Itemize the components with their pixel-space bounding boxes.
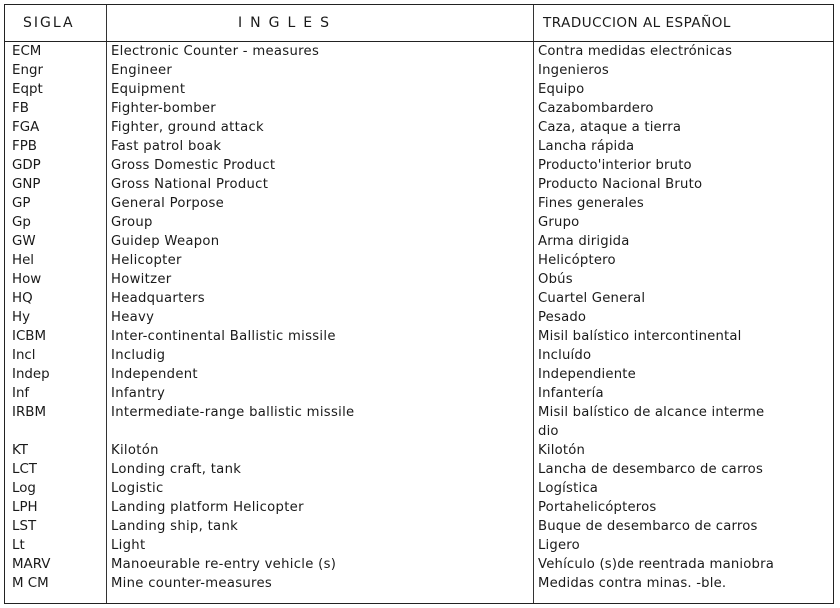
table-row [5, 232, 833, 251]
table-row [5, 498, 833, 517]
cell-ingles: Engineer [111, 63, 173, 78]
table-row [5, 384, 833, 403]
cell-espanol: Buque de desembarco de carros [538, 519, 758, 534]
cell-ingles: Londing craft, tank [111, 462, 242, 477]
table-row [5, 270, 833, 289]
cell-sigla: GNP [12, 177, 41, 192]
cell-espanol: Ingenieros [538, 63, 609, 78]
cell-espanol: Obús [538, 272, 573, 287]
cell-espanol: Logística [538, 481, 599, 496]
cell-sigla: FGA [12, 120, 40, 135]
table-row [5, 213, 833, 232]
cell-ingles: Howitzer [111, 272, 172, 287]
cell-sigla: Hy [12, 310, 30, 325]
cell-espanol: Helicóptero [538, 253, 616, 268]
glossary-table [4, 4, 834, 604]
cell-espanol: Pesado [538, 310, 587, 325]
cell-ingles: Kilotón [111, 443, 159, 458]
table-row [5, 365, 833, 384]
cell-ingles: Includig [111, 348, 166, 363]
cell-espanol: Misil balístico intercontinental [538, 329, 742, 344]
cell-sigla: GW [12, 234, 36, 249]
cell-espanol: Portahelicópteros [538, 500, 657, 515]
cell-espanol: Producto'interior bruto [538, 158, 692, 173]
cell-espanol: Lancha rápida [538, 139, 635, 154]
cell-sigla: Indep [12, 367, 50, 382]
table-row [5, 42, 833, 61]
cell-ingles: Fighter-bomber [111, 101, 217, 116]
table-row [5, 308, 833, 327]
cell-sigla: Lt [12, 538, 25, 553]
table-row [5, 327, 833, 346]
cell-espanol: Lancha de desembarco de carros [538, 462, 764, 477]
cell-sigla: Eqpt [12, 82, 43, 97]
cell-espanol: Equipo [538, 82, 585, 97]
cell-espanol: Arma dirigida [538, 234, 630, 249]
table-row [5, 61, 833, 80]
cell-ingles: Landing ship, tank [111, 519, 239, 534]
cell-ingles: Manoeurable re-entry vehicle (s) [111, 557, 337, 572]
cell-espanol: Medidas contra minas. -ble. [538, 576, 727, 591]
cell-espanol: Misil balístico de alcance interme [538, 405, 765, 420]
table-row [5, 175, 833, 194]
table-row [5, 517, 833, 536]
table-row [5, 156, 833, 175]
cell-sigla: LST [12, 519, 37, 534]
table-row [5, 194, 833, 213]
cell-ingles: Group [111, 215, 153, 230]
cell-sigla: Log [12, 481, 36, 496]
cell-ingles: Gross Domestic Product [111, 158, 276, 173]
cell-sigla: GP [12, 196, 31, 211]
table-row [5, 137, 833, 156]
cell-sigla: HQ [12, 291, 33, 306]
cell-sigla: FPB [12, 139, 37, 154]
cell-ingles: Guidep Weapon [111, 234, 220, 249]
table-row [5, 422, 833, 441]
cell-ingles: Gross National Product [111, 177, 269, 192]
table-header [5, 5, 833, 42]
table-body [5, 42, 833, 593]
cell-espanol: Producto Nacional Bruto [538, 177, 703, 192]
cell-espanol: Kilotón [538, 443, 586, 458]
cell-sigla: IRBM [12, 405, 46, 420]
cell-espanol: dio [538, 424, 559, 439]
cell-ingles: Infantry [111, 386, 166, 401]
cell-ingles: Logistic [111, 481, 164, 496]
cell-espanol: Vehículo (s)de reentrada maniobra [538, 557, 775, 572]
cell-espanol: Independiente [538, 367, 636, 382]
cell-sigla: Inf [12, 386, 30, 401]
table-row [5, 80, 833, 99]
cell-ingles: Landing platform Helicopter [111, 500, 304, 515]
header-traduccion: TRADUCCION AL ESPAÑOL [543, 15, 731, 31]
table-row [5, 251, 833, 270]
cell-espanol: Infantería [538, 386, 604, 401]
cell-sigla: GDP [12, 158, 41, 173]
cell-ingles: Headquarters [111, 291, 205, 306]
table-row [5, 118, 833, 137]
cell-sigla: Gp [12, 215, 31, 230]
cell-sigla: LCT [12, 462, 37, 477]
cell-espanol: Ligero [538, 538, 580, 553]
table-row [5, 441, 833, 460]
cell-ingles: Inter-continental Ballistic missile [111, 329, 336, 344]
cell-sigla: Engr [12, 63, 43, 78]
cell-ingles: Independent [111, 367, 198, 382]
cell-sigla: MARV [12, 557, 51, 572]
cell-espanol: Caza, ataque a tierra [538, 120, 682, 135]
cell-sigla: KT [12, 443, 28, 458]
cell-sigla: LPH [12, 500, 38, 515]
cell-sigla: ECM [12, 44, 42, 59]
table-row [5, 536, 833, 555]
table-row [5, 403, 833, 422]
cell-espanol: Grupo [538, 215, 580, 230]
cell-ingles: Helicopter [111, 253, 182, 268]
cell-ingles: Heavy [111, 310, 155, 325]
cell-ingles: General Porpose [111, 196, 225, 211]
cell-espanol: Contra medidas electrónicas [538, 44, 733, 59]
table-row [5, 555, 833, 574]
cell-sigla: How [12, 272, 42, 287]
table-row [5, 574, 833, 593]
cell-sigla: M CM [12, 576, 49, 591]
cell-ingles: Fast patrol boak [111, 139, 222, 154]
cell-ingles: Intermediate-range ballistic missile [111, 405, 355, 420]
table-row [5, 346, 833, 365]
cell-ingles: Equipment [111, 82, 186, 97]
table-row [5, 289, 833, 308]
cell-ingles: Electronic Counter - measures [111, 44, 320, 59]
table-row [5, 479, 833, 498]
cell-sigla: Incl [12, 348, 36, 363]
cell-espanol: Fines generales [538, 196, 644, 211]
cell-espanol: Cuartel General [538, 291, 646, 306]
table-row [5, 460, 833, 479]
cell-ingles: Light [111, 538, 146, 553]
header-ingles: INGLES [238, 15, 337, 31]
cell-ingles: Mine counter-measures [111, 576, 273, 591]
cell-sigla: ICBM [12, 329, 47, 344]
cell-espanol: Incluído [538, 348, 592, 363]
cell-espanol: Cazabombardero [538, 101, 654, 116]
cell-sigla: Hel [12, 253, 35, 268]
cell-ingles: Fighter, ground attack [111, 120, 264, 135]
cell-sigla: FB [12, 101, 29, 116]
header-sigla: SIGLA [23, 15, 75, 31]
table-row [5, 99, 833, 118]
